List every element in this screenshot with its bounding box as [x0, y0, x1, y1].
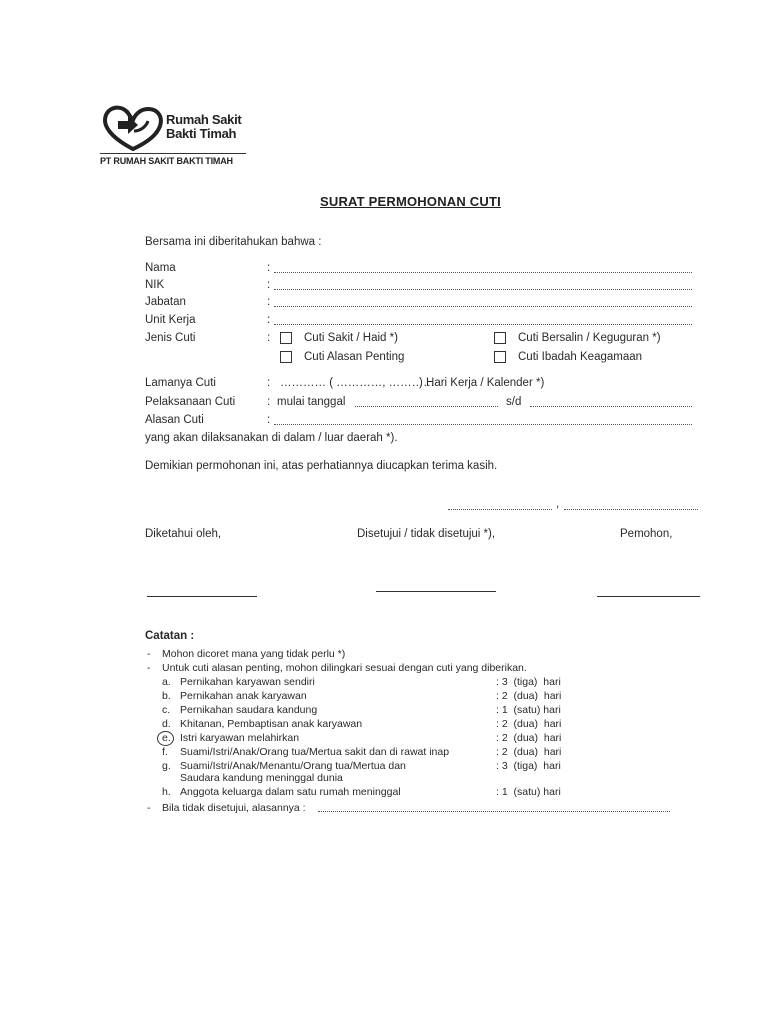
notes-bullet-2: Untuk cuti alasan penting, mohon dilingkari sesuai dengan cuti yang diberikan. — [162, 662, 527, 674]
note-days-f: : 2 (dua) hari — [496, 746, 562, 758]
colon: : — [267, 414, 271, 426]
signature-line-pemohon[interactable] — [597, 596, 700, 597]
note-text-f: Suami/Istri/Anak/Orang tua/Mertua sakit dan di rawat inap — [180, 746, 450, 758]
signature-pemohon: Pemohon, — [620, 528, 673, 540]
note-letter-d: d. — [162, 718, 171, 730]
note-text-e: Istri karyawan melahirkan — [180, 732, 300, 744]
note-text-g-line2: Saudara kandung meninggal dunia — [180, 772, 343, 784]
closing-text: Demikian permohonan ini, atas perhatiannya diucapkan terima kasih. — [145, 460, 498, 472]
note-letter-f: f. — [162, 746, 168, 758]
checkbox-cuti-alasan-penting[interactable] — [280, 351, 292, 363]
label-cuti-sakit: Cuti Sakit / Haid *) — [304, 332, 398, 344]
intro-text: Bersama ini diberitahukan bahwa : — [145, 236, 322, 248]
note-text-d: Khitanan, Pembaptisan anak karyawan — [180, 718, 363, 730]
notes-bullet-marker: - — [147, 802, 151, 814]
logo-line2: Bakti Timah — [166, 126, 237, 141]
note-text-c: Pernikahan saudara kandung — [180, 704, 318, 716]
document-title: SURAT PERMOHONAN CUTI — [320, 194, 501, 209]
note-text-a: Pernikahan karyawan sendiri — [180, 676, 315, 688]
label-cuti-alasan-penting: Cuti Alasan Penting — [304, 351, 405, 363]
field-date-line[interactable] — [564, 509, 698, 510]
note-letter-e: e. — [162, 732, 171, 744]
signature-line-diketahui[interactable] — [147, 596, 257, 597]
label-cuti-bersalin: Cuti Bersalin / Keguguran *) — [518, 332, 661, 344]
note-letter-h: h. — [162, 786, 171, 798]
note-letter-c: c. — [162, 704, 171, 716]
lamanya-suffix: ) Hari Kerja / Kalender *) — [419, 377, 545, 389]
notes-bullet-marker: - — [147, 648, 151, 660]
field-jabatan-line[interactable] — [274, 306, 692, 307]
note-days-a: : 3 (tiga) hari — [496, 676, 561, 688]
field-nama-line[interactable] — [274, 272, 692, 273]
signature-disetujui: Disetujui / tidak disetujui *), — [357, 528, 496, 540]
note-days-e: : 2 (dua) hari — [496, 732, 562, 744]
note-letter-a: a. — [162, 676, 171, 688]
note-letter-b: b. — [162, 690, 171, 702]
note-days-b: : 2 (dua) hari — [496, 690, 562, 702]
checkbox-cuti-sakit[interactable] — [280, 332, 292, 344]
signature-diketahui: Diketahui oleh, — [145, 528, 222, 540]
field-end-date-line[interactable] — [530, 406, 692, 407]
notes-bullet-3: Bila tidak disetujui, alasannya : — [162, 802, 306, 814]
note-text-b: Pernikahan anak karyawan — [180, 690, 307, 702]
header-rule — [100, 153, 246, 154]
colon: : — [267, 314, 271, 326]
sd-label: s/d — [506, 396, 522, 408]
field-unit-kerja-line[interactable] — [274, 324, 692, 325]
note-letter-g: g. — [162, 760, 171, 772]
note-text-h: Anggota keluarga dalam satu rumah meninggal — [180, 786, 401, 798]
colon: : — [267, 332, 271, 344]
notes-bullet-marker: - — [147, 662, 151, 674]
label-pelaksanaan-cuti: Pelaksanaan Cuti — [145, 396, 236, 408]
note-days-g: : 3 (tiga) hari — [496, 760, 561, 772]
field-place-line[interactable] — [448, 509, 552, 510]
label-jenis-cuti: Jenis Cuti — [145, 332, 196, 344]
field-nik-line[interactable] — [274, 289, 692, 290]
mulai-tanggal: mulai tanggal — [277, 396, 346, 408]
signature-line-disetujui[interactable] — [376, 591, 496, 592]
note-text-g: Suami/Istri/Anak/Menantu/Orang tua/Mertua dan — [180, 760, 406, 772]
field-alasan-line[interactable] — [274, 424, 692, 425]
label-nama: Nama — [145, 262, 176, 274]
field-start-date-line[interactable] — [355, 406, 498, 407]
lamanya-blanks[interactable]: ………… ( …………, ………… — [280, 377, 435, 389]
daerah-text: yang akan dilaksanakan di dalam / luar daerah *). — [145, 432, 398, 444]
colon: : — [267, 377, 271, 389]
label-alasan-cuti: Alasan Cuti — [145, 414, 204, 426]
logo-line1: Rumah Sakit — [166, 112, 242, 127]
company-name: PT RUMAH SAKIT BAKTI TIMAH — [100, 156, 233, 166]
label-nik: NIK — [145, 279, 165, 291]
label-jabatan: Jabatan — [145, 296, 186, 308]
checkbox-cuti-ibadah[interactable] — [494, 351, 506, 363]
label-cuti-ibadah: Cuti Ibadah Keagamaan — [518, 351, 643, 363]
note-days-h: : 1 (satu) hari — [496, 786, 561, 798]
date-comma: , — [556, 498, 560, 510]
notes-heading: Catatan : — [145, 630, 195, 642]
field-rejection-reason-line[interactable] — [318, 811, 670, 812]
checkbox-cuti-bersalin[interactable] — [494, 332, 506, 344]
colon: : — [267, 279, 271, 291]
label-lamanya-cuti: Lamanya Cuti — [145, 377, 216, 389]
colon: : — [267, 296, 271, 308]
note-days-c: : 1 (satu) hari — [496, 704, 561, 716]
colon: : — [267, 262, 271, 274]
note-days-d: : 2 (dua) hari — [496, 718, 562, 730]
hospital-logo-icon — [100, 103, 166, 153]
colon: : — [267, 396, 271, 408]
notes-bullet-1: Mohon dicoret mana yang tidak perlu *) — [162, 648, 346, 660]
label-unit-kerja: Unit Kerja — [145, 314, 196, 326]
